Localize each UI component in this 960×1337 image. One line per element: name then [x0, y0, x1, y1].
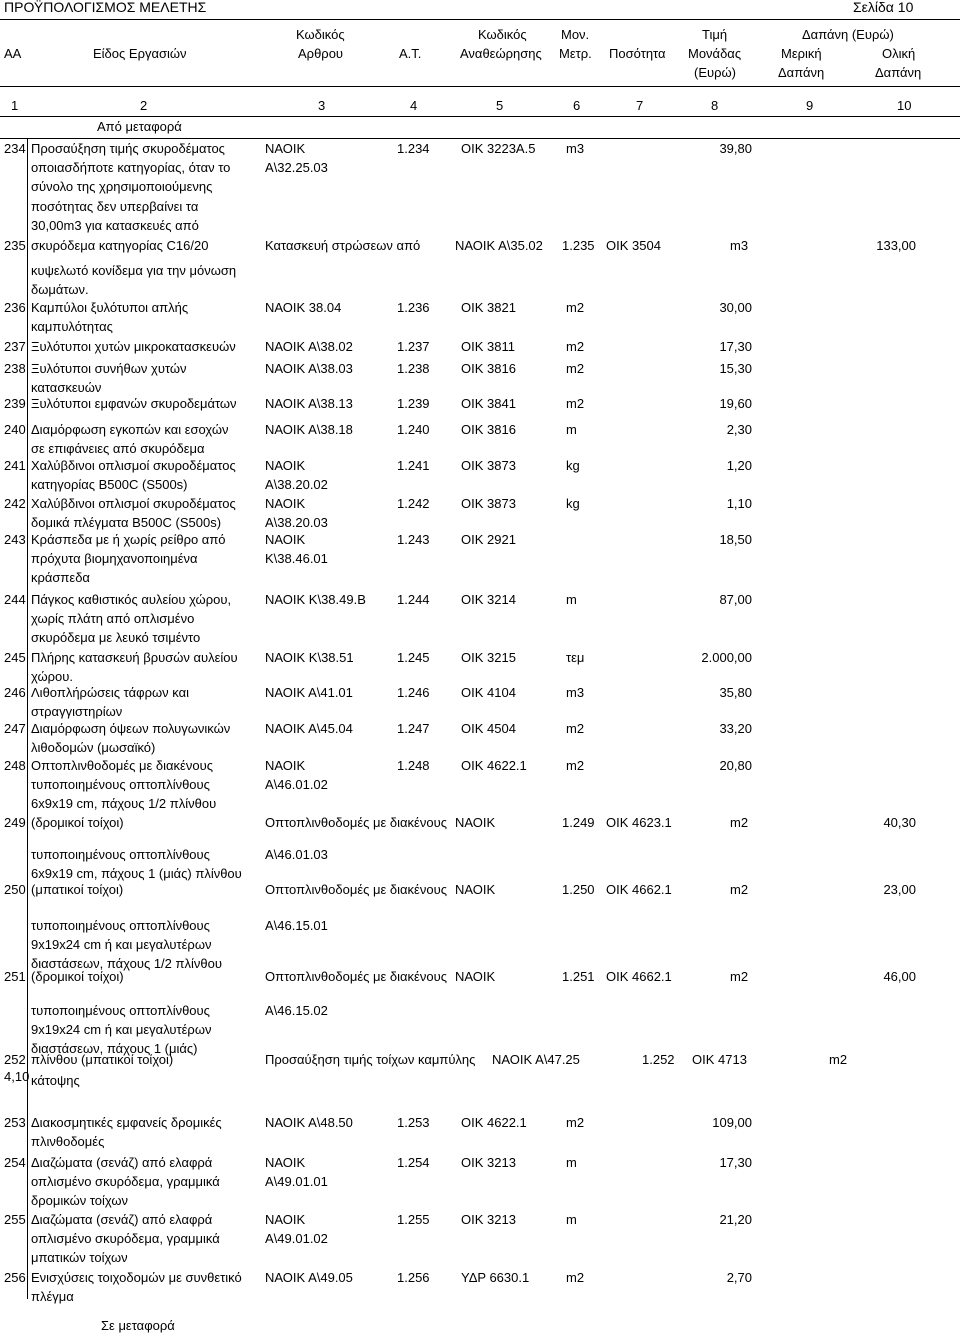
article-code: ΝΑΟΙΚ — [265, 758, 306, 773]
revision-code: ΟΙΚ 2921 — [461, 532, 516, 547]
unit: m — [566, 422, 577, 437]
article-code: ΝΑΟΙΚ — [265, 496, 306, 511]
item-description: διαστάσεων, πάχους 1 (μιάς) — [31, 1041, 198, 1057]
article-code: ΝΑΟΙΚ Α\48.50 — [265, 1115, 353, 1130]
row-number: 245 — [4, 650, 26, 665]
unit: m2 — [566, 721, 585, 736]
item-description: Καμπύλοι ξυλότυποι απλής — [31, 300, 189, 315]
article-code: Α\46.15.01 — [265, 918, 328, 933]
item-description-overflow: Κατασκευή στρώσεων από — [265, 238, 421, 253]
carry-out-label: Σε μεταφορά — [101, 1318, 175, 1333]
item-description: κατηγορίας B500C (S500s) — [31, 477, 188, 493]
unit: m2 — [730, 815, 749, 830]
unit: m2 — [566, 758, 585, 773]
article-code: ΝΑΟΙΚ — [265, 1155, 306, 1170]
item-description-overflow: Οπτοπλινθοδομές με διακένους — [265, 882, 447, 897]
unit: m2 — [566, 300, 585, 315]
row-number: 242 — [4, 496, 26, 511]
unit-price: 1,10 — [726, 496, 752, 511]
article-code: ΝΑΟΙΚ Α\38.02 — [265, 339, 353, 354]
colnum: 10 — [897, 98, 912, 113]
article-code: ΝΑΟΙΚ — [265, 532, 306, 547]
at-code: 1.246 — [397, 685, 430, 700]
item-description: 6x9x19 cm, πάχους 1/2 πλίνθου — [31, 796, 217, 812]
unit-price: 17,30 — [719, 1155, 752, 1170]
item-description: οπλισμένο σκυρόδεμα, γραμμικά — [31, 1231, 220, 1247]
row-number: 239 — [4, 396, 26, 411]
article-code: Α\49.01.02 — [265, 1231, 328, 1247]
item-description: Πλήρης κατασκευή βρυσών αυλείου — [31, 650, 238, 665]
unit: τεμ — [566, 650, 585, 665]
item-description: πρόχυτα βιομηχανοποιημένα — [31, 551, 198, 567]
row-number: 247 — [4, 721, 26, 736]
item-description: πλέγμα — [31, 1289, 74, 1305]
col-arthro-line2: Αρθρου — [298, 46, 344, 61]
item-description: τυποποιημένους οπτοπλίνθους — [31, 1003, 210, 1018]
item-description: χώρου. — [31, 669, 73, 685]
article-code: ΝΑΟΙΚ — [265, 1212, 306, 1227]
unit: m2 — [829, 1052, 848, 1067]
document-title: ΠΡΟΫΠΟΛΟΓΙΣΜΟΣ ΜΕΛΕΤΗΣ — [4, 0, 207, 15]
revision-code: ΟΙΚ 4504 — [461, 721, 516, 736]
at-code: 1.252 — [642, 1052, 675, 1067]
row-number: 252 — [4, 1052, 26, 1067]
revision-code: ΟΙΚ 3213 — [461, 1212, 516, 1227]
carry-in-label: Από μεταφορά — [97, 119, 182, 134]
article-code: ΝΑΟΙΚ — [455, 882, 496, 897]
item-description: τυποποιημένους οπτοπλίνθους — [31, 847, 210, 862]
item-description: λιθοδομών (μωσαϊκό) — [31, 740, 156, 756]
item-description: Χαλύβδινοι οπλισμοί σκυροδέματος — [31, 496, 236, 511]
unit-price: 18,50 — [719, 532, 752, 547]
revision-code: ΟΙΚ 3873 — [461, 458, 516, 473]
article-code: ΝΑΟΙΚ Α\41.01 — [265, 685, 353, 700]
revision-code: ΟΙΚ 3821 — [461, 300, 516, 315]
at-code: 1.241 — [397, 458, 430, 473]
article-code: ΝΑΟΙΚ Α\49.05 — [265, 1270, 353, 1285]
unit: m3 — [566, 685, 585, 700]
col-anath-line2: Αναθεώρησης — [460, 46, 542, 61]
carry-in-divider — [0, 138, 960, 139]
colnum: 1 — [11, 98, 19, 113]
unit: kg — [566, 458, 580, 473]
unit: m2 — [566, 1270, 585, 1285]
unit: m3 — [566, 141, 585, 156]
colnum: 3 — [318, 98, 326, 113]
unit: m2 — [566, 396, 585, 411]
at-code: 1.255 — [397, 1212, 430, 1227]
unit-price: 39,80 — [719, 141, 752, 156]
row-number: 244 — [4, 592, 26, 607]
unit-price: 35,80 — [719, 685, 752, 700]
row-number: 237 — [4, 339, 26, 354]
item-description-overflow: Οπτοπλινθοδομές με διακένους — [265, 815, 447, 830]
aa-column-rule — [27, 139, 28, 1299]
item-description: Διαζώματα (σενάζ) από ελαφρά — [31, 1212, 213, 1227]
colnum: 6 — [573, 98, 581, 113]
item-description: 30,00m3 για κατασκευές από — [31, 217, 199, 233]
article-code: ΝΑΟΙΚ Κ\38.49.Β — [265, 592, 366, 607]
article-code: ΝΑΟΙΚ — [265, 141, 306, 156]
article-code: Α\49.01.01 — [265, 1174, 328, 1190]
row-number: 246 — [4, 685, 26, 700]
unit-price: 23,00 — [883, 882, 916, 897]
item-description: τυποποιημένους οπτοπλίνθους — [31, 777, 210, 793]
article-code: Α\32.25.03 — [265, 160, 328, 176]
unit-price: 19,60 — [719, 396, 752, 411]
at-code: 1.242 — [397, 496, 430, 511]
article-code: ΝΑΟΙΚ Α\38.13 — [265, 396, 353, 411]
article-code: Α\38.20.02 — [265, 477, 328, 493]
row-number: 255 — [4, 1212, 26, 1227]
col-dapani-group: Δαπάνη (Ευρώ) — [802, 27, 894, 42]
item-description-overflow: Οπτοπλινθοδομές με διακένους — [265, 969, 447, 984]
col-anath-line1: Κωδικός — [478, 27, 527, 42]
article-code: Κ\38.46.01 — [265, 551, 328, 567]
col-mon-line1: Μον. — [561, 27, 590, 42]
unit-price: 40,30 — [883, 815, 916, 830]
revision-code: ΟΙΚ 3873 — [461, 496, 516, 511]
revision-code: ΟΙΚ 3816 — [461, 361, 516, 376]
col-timi-line2: Μονάδας — [688, 46, 742, 61]
row-number: 256 — [4, 1270, 26, 1285]
at-code: 1.247 — [397, 721, 430, 736]
item-description: Ξυλότυποι χυτών μικροκατασκευών — [31, 339, 236, 354]
revision-code: ΟΙΚ 4713 — [692, 1052, 747, 1067]
item-description: διαστάσεων, πάχους 1/2 πλίνθου — [31, 956, 222, 972]
at-code: 1.234 — [397, 141, 430, 156]
article-code: ΝΑΟΙΚ Α\47.25 — [492, 1052, 580, 1067]
unit: m2 — [566, 339, 585, 354]
at-code: 1.254 — [397, 1155, 430, 1170]
item-description: Προσαύξηση τιμής σκυροδέματος — [31, 141, 225, 156]
at-code: 1.243 — [397, 532, 430, 547]
unit: m3 — [730, 238, 749, 253]
item-description: Πάγκος καθιστικός αυλείου χώρου, — [31, 592, 232, 607]
revision-code: ΟΙΚ 3213 — [461, 1155, 516, 1170]
item-description: σύνολο της χρησιμοποιούμενης — [31, 179, 213, 195]
article-code: ΝΑΟΙΚ — [265, 458, 306, 473]
at-code: 1.250 — [562, 882, 595, 897]
item-description: δωμάτων. — [31, 282, 89, 298]
header-rule — [0, 19, 960, 20]
unit-price: 2.000,00 — [701, 650, 752, 665]
at-code: 1.251 — [562, 969, 595, 984]
row-number: 235 — [4, 238, 26, 253]
revision-code: ΟΙΚ 3215 — [461, 650, 516, 665]
article-code: Α\46.01.03 — [265, 847, 328, 862]
unit-price: 20,80 — [719, 758, 752, 773]
item-description: Διαμόρφωση εγκοπών και εσοχών — [31, 422, 229, 437]
article-code: Α\38.20.03 — [265, 515, 328, 531]
item-description: 9x19x24 cm ή και μεγαλυτέρων — [31, 1022, 212, 1038]
item-description: Διακοσμητικές εμφανείς δρομικές — [31, 1115, 222, 1130]
article-code: ΝΑΟΙΚ — [455, 815, 496, 830]
article-code: ΝΑΟΙΚ Κ\38.51 — [265, 650, 354, 665]
unit-price: 87,00 — [719, 592, 752, 607]
unit-price: 2,30 — [726, 422, 752, 437]
revision-code: ΟΙΚ 4622.1 — [461, 758, 527, 773]
revision-code: ΟΙΚ 3816 — [461, 422, 516, 437]
revision-code: ΟΙΚ 4104 — [461, 685, 516, 700]
item-description: οποιασδήποτε κατηγορίας, όταν το — [31, 160, 231, 176]
item-description: στραγγιστηρίων — [31, 704, 123, 720]
item-description: Ξυλότυποι συνήθων χυτών — [31, 361, 187, 376]
item-description: Κράσπεδα με ή χωρίς ρείθρο από — [31, 532, 226, 547]
row-number: 249 — [4, 815, 26, 830]
item-description: μπατικών τοίχων — [31, 1250, 128, 1266]
item-description: πλίνθου (μπατικοί τοίχοι) — [31, 1052, 174, 1067]
revision-code: ΟΙΚ 3841 — [461, 396, 516, 411]
col-arthro-line1: Κωδικός — [296, 27, 345, 42]
unit-price: 30,00 — [719, 300, 752, 315]
item-description: πλινθοδομές — [31, 1134, 105, 1150]
colnum: 8 — [711, 98, 719, 113]
at-code: 1.248 — [397, 758, 430, 773]
numbers-divider — [0, 116, 960, 117]
article-code: ΝΑΟΙΚ 38.04 — [265, 300, 342, 315]
item-description: κάτοψης — [31, 1073, 80, 1088]
col-timi-line1: Τιμή — [702, 27, 728, 42]
row-number: 253 — [4, 1115, 26, 1130]
unit-price: 109,00 — [712, 1115, 752, 1130]
item-description: δρομικών τοίχων — [31, 1193, 129, 1209]
at-code: 1.244 — [397, 592, 430, 607]
article-code: Α\46.15.02 — [265, 1003, 328, 1018]
row-number: 250 — [4, 882, 26, 897]
row-number: 241 — [4, 458, 26, 473]
colnum: 9 — [806, 98, 814, 113]
colnum: 7 — [636, 98, 644, 113]
item-description: Ενισχύσεις τοιχοδομών με συνθετικό — [31, 1270, 242, 1285]
page-number: Σελίδα 10 — [853, 0, 914, 15]
unit-price: 21,20 — [719, 1212, 752, 1227]
revision-code: ΟΙΚ 4662.1 — [606, 969, 672, 984]
item-description: σκυρόδεμα κατηγορίας C16/20 — [31, 238, 209, 253]
unit-price: 33,20 — [719, 721, 752, 736]
unit: m — [566, 592, 577, 607]
item-description: σκυρόδεμα με λευκό τσιμέντο — [31, 630, 201, 646]
unit: m2 — [566, 361, 585, 376]
revision-code: ΟΙΚ 3223Α.5 — [461, 141, 536, 156]
unit-price: 4,10 — [4, 1069, 30, 1084]
row-number: 243 — [4, 532, 26, 547]
revision-code: ΟΙΚ 4622.1 — [461, 1115, 527, 1130]
revision-code: ΟΙΚ 3811 — [461, 339, 515, 354]
at-code: 1.249 — [562, 815, 595, 830]
col-eidos: Είδος Εργασιών — [93, 46, 187, 61]
item-description: (δρομικοί τοίχοι) — [31, 969, 124, 984]
col-meriki-line2: Δαπάνη — [778, 65, 825, 80]
item-description-overflow: Προσαύξηση τιμής τοίχων καμπύλης — [265, 1052, 476, 1067]
col-mon-line2: Μετρ. — [559, 46, 592, 61]
at-code: 1.237 — [397, 339, 430, 354]
col-meriki-line1: Μερική — [781, 46, 822, 61]
col-oliki-line2: Δαπάνη — [875, 65, 922, 80]
unit: m2 — [566, 1115, 585, 1130]
header-divider — [0, 86, 960, 87]
at-code: 1.235 — [562, 238, 595, 253]
unit: m2 — [730, 969, 749, 984]
col-timi-line3: (Ευρώ) — [694, 65, 736, 80]
item-description: ποσότητας δεν υπερβαίνει τα — [31, 198, 199, 214]
unit-price: 46,00 — [883, 969, 916, 984]
item-description: οπλισμένο σκυρόδεμα, γραμμικά — [31, 1174, 220, 1190]
at-code: 1.236 — [397, 300, 430, 315]
item-description: (μπατικοί τοίχοι) — [31, 882, 124, 897]
col-posotita: Ποσότητα — [609, 46, 666, 61]
row-number: 234 — [4, 141, 26, 156]
item-description: 6x9x19 cm, πάχους 1 (μιάς) πλίνθου — [31, 866, 242, 882]
article-code: ΝΑΟΙΚ Α\38.03 — [265, 361, 353, 376]
colnum: 4 — [410, 98, 418, 113]
article-code: ΝΑΟΙΚ Α\35.02 — [455, 238, 543, 253]
at-code: 1.253 — [397, 1115, 430, 1130]
item-description: δομικά πλέγματα B500C (S500s) — [31, 515, 222, 531]
item-description: χωρίς πλάτη από οπλισμένο — [31, 611, 195, 627]
unit-price: 2,70 — [726, 1270, 752, 1285]
revision-code: ΟΙΚ 3504 — [606, 238, 661, 253]
unit: m — [566, 1212, 577, 1227]
revision-code: ΟΙΚ 3214 — [461, 592, 516, 607]
unit: m2 — [730, 882, 749, 897]
row-number: 248 — [4, 758, 26, 773]
article-code: ΝΑΟΙΚ — [455, 969, 496, 984]
unit-price: 15,30 — [719, 361, 752, 376]
item-description: Χαλύβδινοι οπλισμοί σκυροδέματος — [31, 458, 236, 473]
item-description: Διαμόρφωση όψεων πολυγωνικών — [31, 721, 231, 736]
article-code: ΝΑΟΙΚ Α\45.04 — [265, 721, 353, 736]
at-code: 1.256 — [397, 1270, 430, 1285]
revision-code: ΥΔΡ 6630.1 — [461, 1270, 530, 1285]
item-description: Διαζώματα (σενάζ) από ελαφρά — [31, 1155, 213, 1170]
item-description: Ξυλότυποι εμφανών σκυροδεμάτων — [31, 396, 237, 411]
item-description: Οπτοπλινθοδομές με διακένους — [31, 758, 213, 773]
unit: m — [566, 1155, 577, 1170]
col-aa: ΑΑ — [4, 46, 22, 61]
item-description: (δρομικοί τοίχοι) — [31, 815, 124, 830]
item-description: κυψελωτό κονίδεμα για την μόνωση — [31, 263, 237, 278]
at-code: 1.238 — [397, 361, 430, 376]
item-description: 9x19x24 cm ή και μεγαλυτέρων — [31, 937, 212, 953]
row-number: 254 — [4, 1155, 26, 1170]
revision-code: ΟΙΚ 4623.1 — [606, 815, 672, 830]
at-code: 1.245 — [397, 650, 430, 665]
unit-price: 1,20 — [726, 458, 752, 473]
item-description: σε επιφάνειες από σκυρόδεμα — [31, 441, 205, 457]
row-number: 240 — [4, 422, 26, 437]
at-code: 1.240 — [397, 422, 430, 437]
at-code: 1.239 — [397, 396, 430, 411]
row-number: 251 — [4, 969, 26, 984]
col-oliki-line1: Ολική — [882, 46, 916, 61]
item-description: κράσπεδα — [31, 570, 90, 586]
row-number: 238 — [4, 361, 26, 376]
article-code: Α\46.01.02 — [265, 777, 328, 793]
colnum: 2 — [140, 98, 148, 113]
row-number: 236 — [4, 300, 26, 315]
col-at: Α.Τ. — [399, 46, 422, 61]
article-code: ΝΑΟΙΚ Α\38.18 — [265, 422, 353, 437]
unit: kg — [566, 496, 580, 511]
item-description: Λιθοπλήρώσεις τάφρων και — [31, 685, 189, 700]
unit-price: 133,00 — [876, 238, 916, 253]
item-description: τυποποιημένους οπτοπλίνθους — [31, 918, 210, 933]
unit-price: 17,30 — [719, 339, 752, 354]
item-description: κατασκευών — [31, 380, 102, 396]
colnum: 5 — [496, 98, 504, 113]
revision-code: ΟΙΚ 4662.1 — [606, 882, 672, 897]
item-description: καμπυλότητας — [31, 319, 113, 335]
